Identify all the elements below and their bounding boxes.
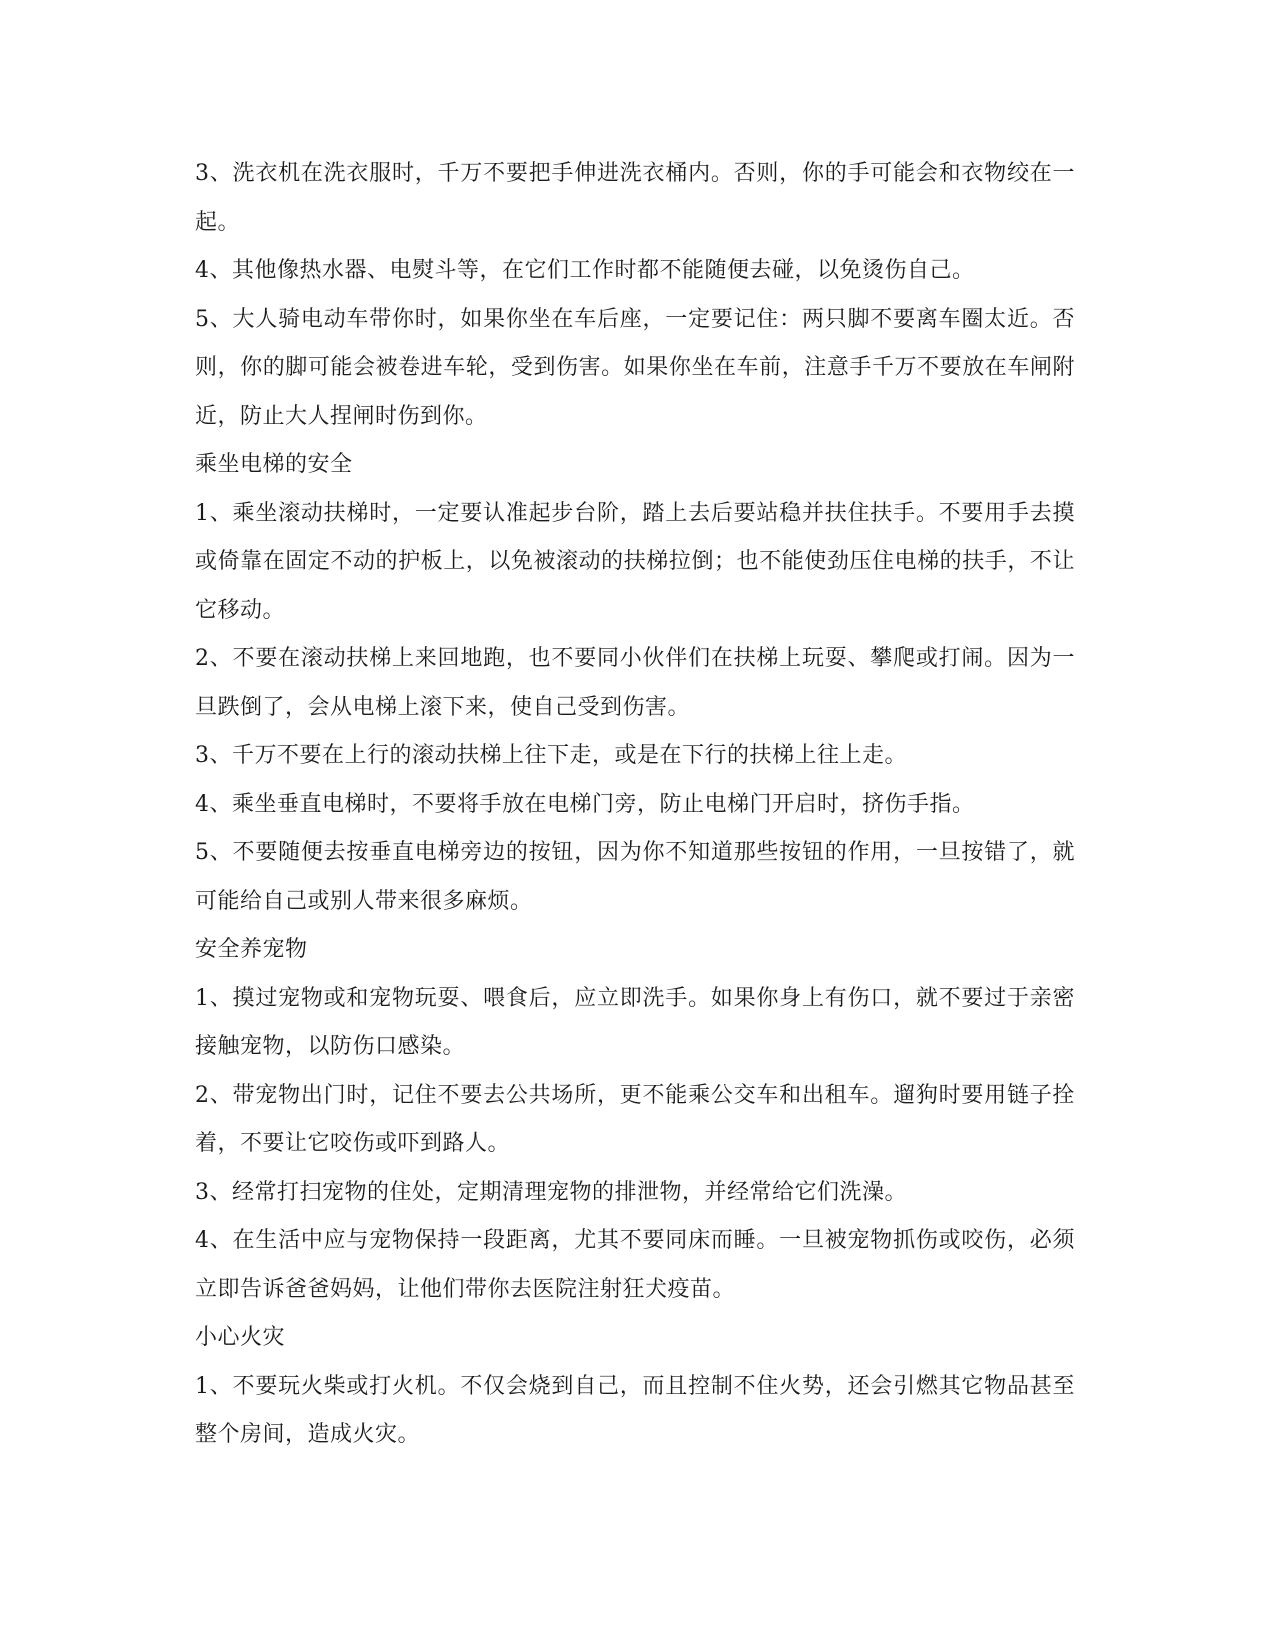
paragraph-pets-4: 4、在生活中应与宠物保持一段距离，尤其不要同床而睡。一旦被宠物抓伤或咬伤，必须立即告诉爸爸妈妈，让他们带你去医院注射狂犬疫苗。 [195, 1228, 1075, 1302]
paragraph-pets-1: 1、摸过宠物或和宠物玩耍、喂食后，应立即洗手。如果你身上有伤口，就不要过于亲密接触宠物，以防伤口感染。 [195, 985, 1075, 1059]
paragraph-elevator-5: 5、不要随便去按垂直电梯旁边的按钮，因为你不知道那些按钮的作用，一旦按错了，就可能给自己或别人带来很多麻烦。 [195, 840, 1075, 914]
paragraph-pets-2: 2、带宠物出门时，记住不要去公共场所，更不能乘公交车和出租车。遛狗时要用链子拴着，不要让它咬伤或吓到路人。 [195, 1082, 1075, 1156]
paragraph-escalator-3: 3、千万不要在上行的滚动扶梯上往下走，或是在下行的扶梯上往上走。 [195, 743, 907, 768]
paragraph-water-heater: 4、其他像热水器、电熨斗等，在它们工作时都不能随便去碰，以免烫伤自己。 [195, 258, 975, 283]
document-page [195, 150, 1075, 1460]
section-heading-elevator: 乘坐电梯的安全 [195, 452, 353, 477]
paragraph-escalator-2: 2、不要在滚动扶梯上来回地跑，也不要同小伙伴们在扶梯上玩耍、攀爬或打闹。因为一旦跌倒了，会从电梯上滚下来，使自己受到伤害。 [195, 646, 1075, 720]
paragraph-fire-1: 1、不要玩火柴或打火机。不仅会烧到自己，而且控制不住火势，还会引燃其它物品甚至整个房间，造成火灾。 [195, 1373, 1075, 1447]
paragraph-electric-bike: 5、大人骑电动车带你时，如果你坐在车后座，一定要记住：两只脚不要离车圈太近。否则，你的脚可能会被卷进车轮，受到伤害。如果你坐在车前，注意手千万不要放在车闸附近，防止大人捏闸时伤到你。 [195, 306, 1075, 429]
paragraph-escalator-1: 1、乘坐滚动扶梯时，一定要认准起步台阶，踏上去后要站稳并扶住扶手。不要用手去摸或倚靠在固定不动的护板上，以免被滚动的扶梯拉倒；也不能使劲压住电梯的扶手，不让它移动。 [195, 500, 1075, 623]
paragraph-elevator-4: 4、乘坐垂直电梯时，不要将手放在电梯门旁，防止电梯门开启时，挤伤手指。 [195, 791, 975, 817]
section-heading-pets: 安全养宠物 [195, 937, 308, 962]
paragraph-pets-3: 3、经常打扫宠物的住处，定期清理宠物的排泄物，并经常给它们洗澡。 [195, 1179, 907, 1205]
section-heading-fire: 小心火灾 [195, 1325, 286, 1350]
paragraph-washing-machine: 3、洗衣机在洗衣服时，千万不要把手伸进洗衣桶内。否则，你的手可能会和衣物绞在一起。 [195, 161, 1075, 235]
